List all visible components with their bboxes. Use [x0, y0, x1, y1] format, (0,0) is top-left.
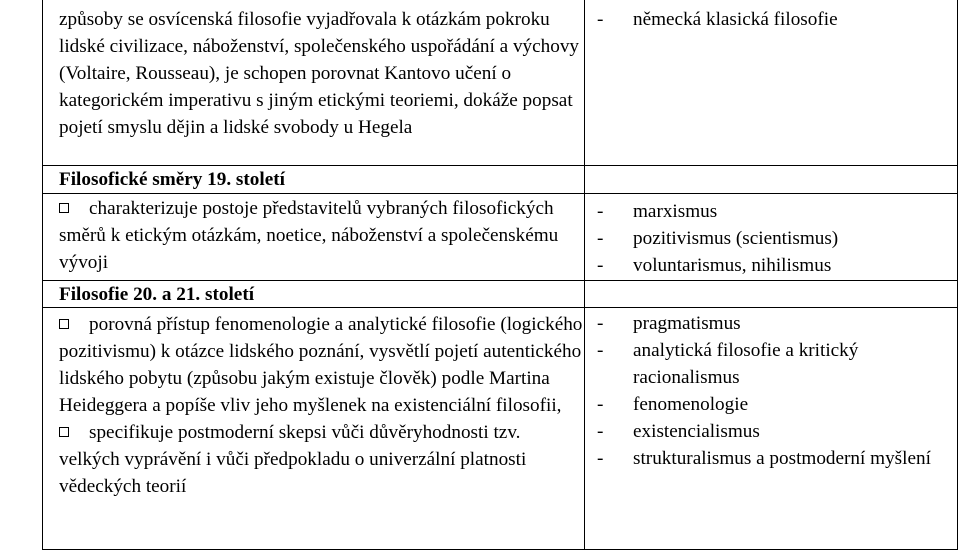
row1-left-text: způsoby se osvícenská filosofie vyjadřovala k otázkám pokroku lidské civilizace, náboženství, společenského uspořádání a výchovy (Voltaire, Rousseau), je schopen porovnat Kantovo učení o kategorickém imperativu s jiným etickými teoriemi, dokáže popsat pojetí smyslu dějin a lidské svobody u Hegela: [59, 9, 580, 138]
row5-left-paragraph-1: [59, 308, 584, 419]
list-item: - pozitivismus (scientismus): [597, 228, 839, 249]
list-item: - marxismus: [597, 201, 718, 222]
row3-left-text: charakterizuje postoje představitelů vybraných filosofických směrů k etickým otázkám, noetice, náboženství a společenskému vývoji: [59, 198, 559, 273]
heading-cell-1-right: [585, 166, 957, 194]
checkbox-bullet-icon: [59, 427, 69, 437]
heading-cell-2-right: [585, 281, 957, 308]
checkbox-bullet-icon: [59, 319, 69, 329]
row1-right-cell: [585, 0, 957, 166]
curriculum-table: [42, 0, 958, 550]
list-item: - pragmatismus: [597, 313, 741, 334]
checkbox-bullet-icon: [59, 203, 69, 213]
heading-cell-1: [43, 166, 585, 194]
list-item: - německá klasická filosofie: [597, 9, 838, 30]
section-heading-20th-21st-century: Filosofie 20. a 21. století: [59, 284, 255, 305]
row3-right-cell: [585, 194, 957, 281]
row5-right-list: [597, 310, 957, 472]
heading-cell-2: [43, 281, 585, 308]
row3-right-list: [597, 198, 957, 279]
row5-right-cell: [585, 308, 957, 549]
list-item: - analytická filosofie a kritický racionalismus: [597, 340, 859, 388]
list-item: - strukturalismus a postmoderní myšlení: [597, 448, 931, 469]
row3-left-cell: [43, 194, 585, 281]
row1-left-cell: [43, 0, 585, 166]
list-item: - fenomenologie: [597, 394, 749, 415]
row3-left-paragraph: [59, 194, 584, 276]
row5-left-cell: [43, 308, 585, 549]
row5-left-text-2: specifikuje postmoderní skepsi vůči důvěryhodnosti tzv. velkých vyprávění i vůči předpokladu o univerzální platnosti vědeckých teorií: [59, 422, 527, 497]
list-item: - existencialismus: [597, 421, 760, 442]
section-heading-19th-century: Filosofické směry 19. století: [59, 169, 285, 190]
list-item: - voluntarismus, nihilismus: [597, 255, 832, 276]
row5-left-text-1: porovná přístup fenomenologie a analytické filosofie (logického pozitivismu) k otázce lidského poznání, vysvětlí pojetí autentického lidského pobytu (způsobu jakým existuje člověk) podle Martina Heideggera a popíše vliv jeho myšlenek na existenciální filosofii,: [59, 314, 583, 416]
row5-left-paragraph-2: [59, 419, 584, 500]
row1-right-list: [597, 6, 957, 33]
